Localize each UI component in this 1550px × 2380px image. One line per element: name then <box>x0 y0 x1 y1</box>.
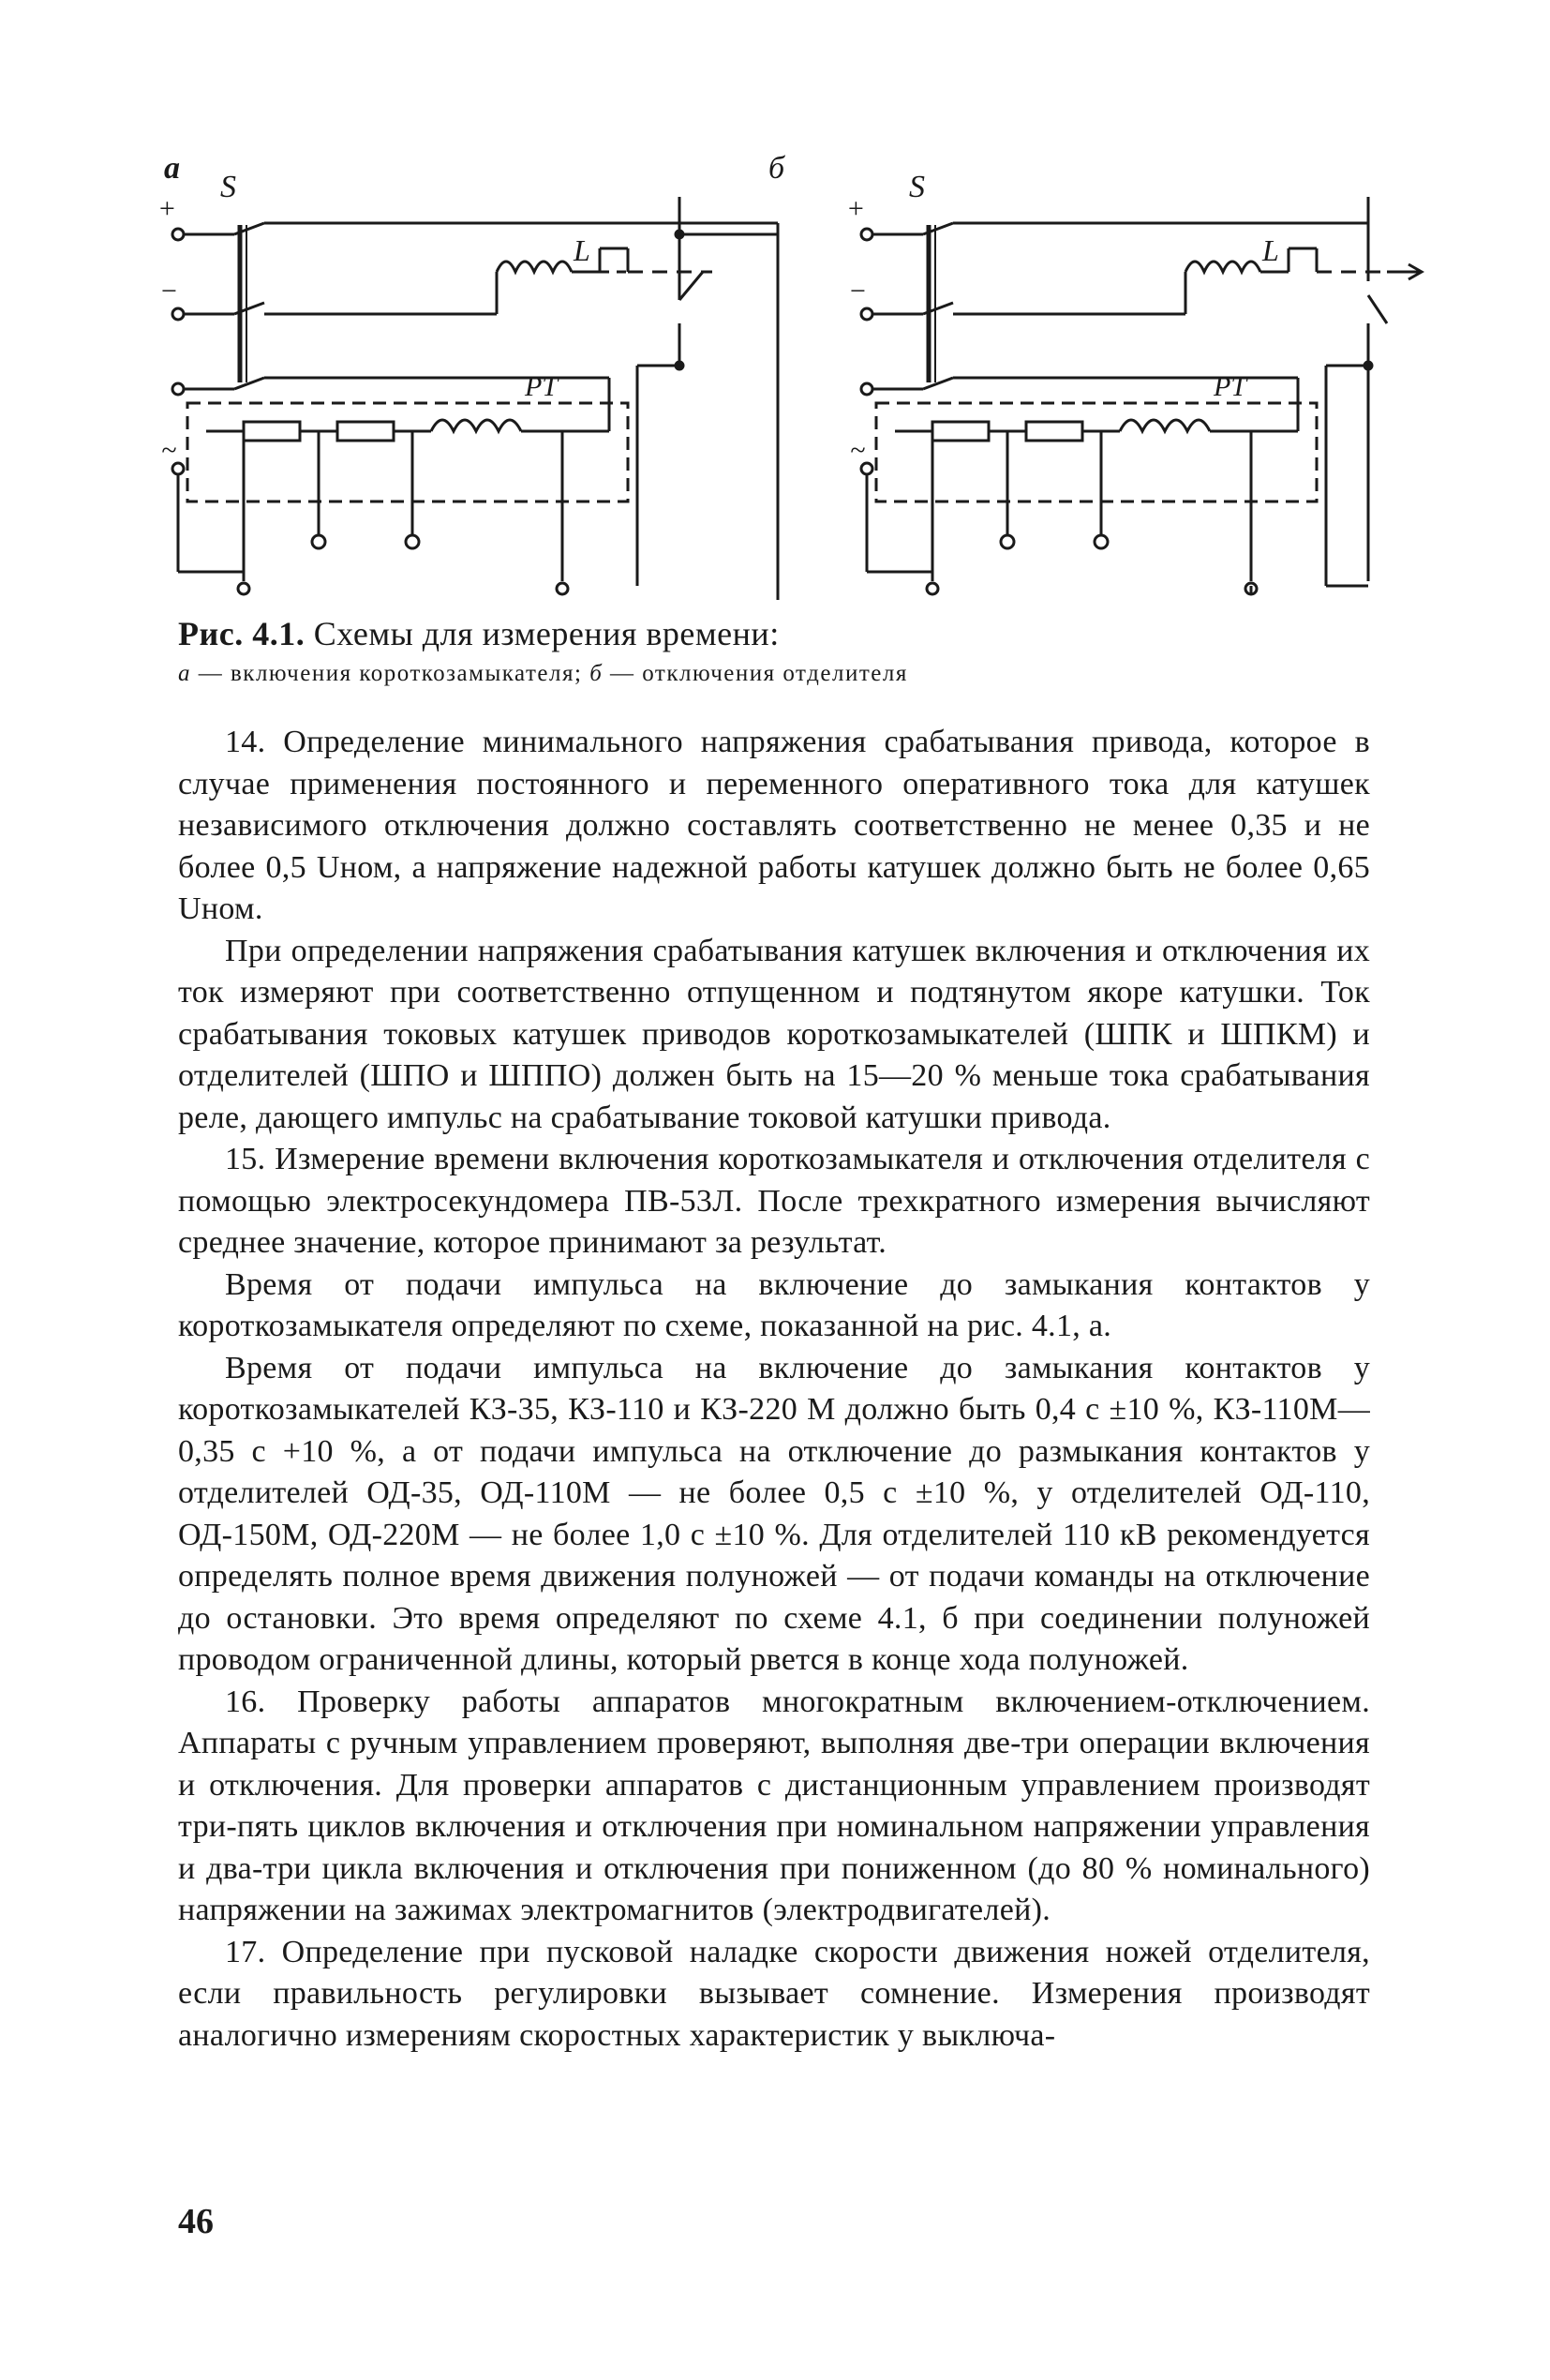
relay-coil-a <box>431 420 521 431</box>
caption-subtitle <box>178 658 1396 690</box>
caption-sub-a-letter: а <box>178 661 191 686</box>
paragraph-15: 15. Измерение времени включения короткозамыкателя и отключения отделителя с помощью электросекундомера ПВ-53Л. После трехкратного измерения вычисляют среднее значение, которое принимают за результат. <box>178 1142 1370 1260</box>
paragraph-15-times: Время от подачи импульса на включение до замыкания контактов у короткозамыкателей КЗ-35, КЗ-110 и КЗ-220 М должно быть 0,4 с ±10 %, КЗ-110М—0,35 с +10 %, а от подачи импульса на отключение до размыкания контактов у отделителей ОД-35, ОД-110М — не более 0,5 с ±10 %, у отделителей ОД-110, ОД-150М, ОД-220М — не более 1,0 с ±10 %. Для отделителей 110 кВ рекомендуется определять полное время движения полуножей — от подачи команды на отключение до остановки. Это время определяют по схеме 4.1, б при соединении полуножей проводом ограниченной длины, который рвется в конце хода полуножей. <box>178 1350 1370 1677</box>
terminal-ac-a <box>172 383 184 395</box>
circuit-diagrams <box>150 141 1424 600</box>
figure-caption <box>178 613 1396 690</box>
coil-l-a <box>497 262 572 272</box>
caption-sub-a-text: — включения короткозамыкателя; <box>191 661 590 686</box>
terminal-plus-b <box>861 229 872 240</box>
scheme-a <box>172 197 778 600</box>
caption-title-line <box>178 613 1396 654</box>
minus-sign-a: − <box>159 276 179 307</box>
resistor-1-b <box>932 422 989 441</box>
label-s-a: S <box>220 170 236 204</box>
label-s-b: S <box>909 170 925 204</box>
paragraph-16: 16. Проверку работы аппаратов многократным включением-отключением. Аппараты с ручным управлением проверяют, выполняя две-три операции включения и отключения. Для проверки аппаратов с дистанционным управлением производят три-пять циклов включения и отключения при номинальном напряжении управления и два-три цикла включения и отключения при пониженном (до 80 % номинального) напряжении на зажимах электромагнитов (электродвигателей). <box>178 1684 1370 1927</box>
paragraph-17: 17. Определение при пусковой наладке скорости движения ножей отделителя, если правильность регулировки вызывает сомнение. Измерения производят аналогично измерениям скоростных характеристик у выключа- <box>178 1934 1370 2053</box>
resistor-1-a <box>244 422 300 441</box>
plus-sign-a: + <box>157 193 177 224</box>
terminal-minus-b <box>861 308 872 320</box>
minus-sign-b: − <box>848 276 868 307</box>
paragraph-14-detail: При определении напряжения срабатывания катушек включения и отключения их ток измеряют при соответственно отпущенном и подтянутом якоре катушки. Ток срабатывания токовых катушек приводов короткозамыкателей (ШПК и ШПКМ) и отделителей (ШПО и ШППО) должен быть на 15—20 % меньше тока срабатывания реле, дающего импульс на срабатывание токовой катушки привода. <box>178 933 1370 1135</box>
caption-sub-b-letter: б <box>589 661 604 686</box>
resistor-2-b <box>1026 422 1082 441</box>
ac-sign-a: ~ <box>161 435 177 466</box>
label-l-b: L <box>1262 233 1279 267</box>
label-b: б <box>768 151 785 186</box>
label-a: а <box>164 151 180 186</box>
page-number: 46 <box>178 2202 214 2241</box>
scheme-b <box>861 197 1422 594</box>
label-l-a: L <box>574 233 590 267</box>
paragraph-14: 14. Определение минимального напряжения срабатывания привода, которое в случае применения постоянного и переменного оперативного тока для катушек независимого отключения должно составлять соответственно не менее 0,35 и не более 0,5 Uном, а напряжение надежной работы катушек должно быть не более 0,65 Uном. <box>178 725 1370 926</box>
terminal-minus-a <box>172 308 184 320</box>
paragraph-15-scheme-a: Время от подачи импульса на включение до замыкания контактов у короткозамыкателя определяют по схеме, показанной на рис. 4.1, а. <box>178 1266 1370 1343</box>
caption-fig-ref: Рис. 4.1. <box>178 615 306 652</box>
body-text <box>178 722 1370 2057</box>
figure-4-1 <box>150 141 1424 600</box>
caption-title: Схемы для измерения времени: <box>313 615 780 652</box>
label-rt-a: РТ <box>525 371 559 402</box>
label-rt-b: РТ <box>1214 371 1247 402</box>
relay-coil-b <box>1120 420 1210 431</box>
plus-sign-b: + <box>846 193 866 224</box>
terminal-ac-b <box>861 383 872 395</box>
ac-sign-b: ~ <box>850 435 866 466</box>
resistor-2-a <box>337 422 394 441</box>
coil-l-b <box>1185 262 1260 272</box>
terminal-plus-a <box>172 229 184 240</box>
caption-sub-b-text: — отключения отделителя <box>603 661 908 686</box>
